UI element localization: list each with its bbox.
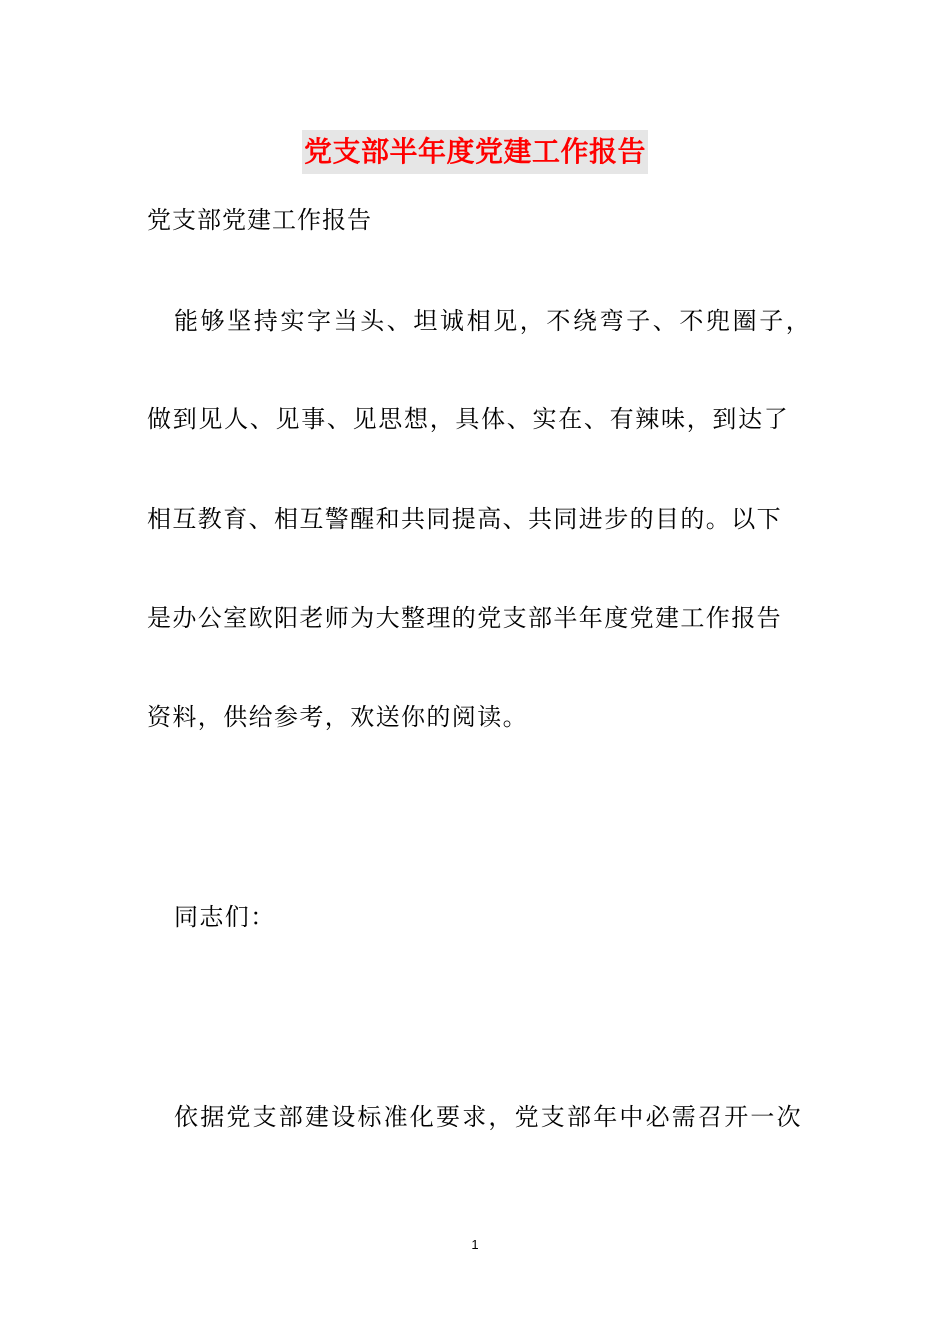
page-number: 1 (471, 1237, 479, 1252)
document-title (0, 128, 950, 174)
body-line: 相互教育、相互警醒和共同提高、共同进步的目的。以下 (147, 505, 782, 533)
body-line: 依据党支部建设标准化要求，党支部年中必需召开一次 (174, 1103, 803, 1131)
body-line: 资料，供给参考，欢送你的阅读。 (147, 703, 528, 731)
salutation: 同志们： (174, 903, 276, 931)
document-subtitle: 党支部党建工作报告 (147, 206, 372, 234)
body-line: 做到见人、见事、见思想，具体、实在、有辣味，到达了 (147, 405, 790, 433)
document-title-text: 党支部半年度党建工作报告 (302, 130, 648, 174)
body-line: 是办公室欧阳老师为大整理的党支部半年度党建工作报告 (147, 604, 782, 632)
body-line: 能够坚持实字当头、坦诚相见，不绕弯子、不兜圈子， (174, 307, 813, 335)
